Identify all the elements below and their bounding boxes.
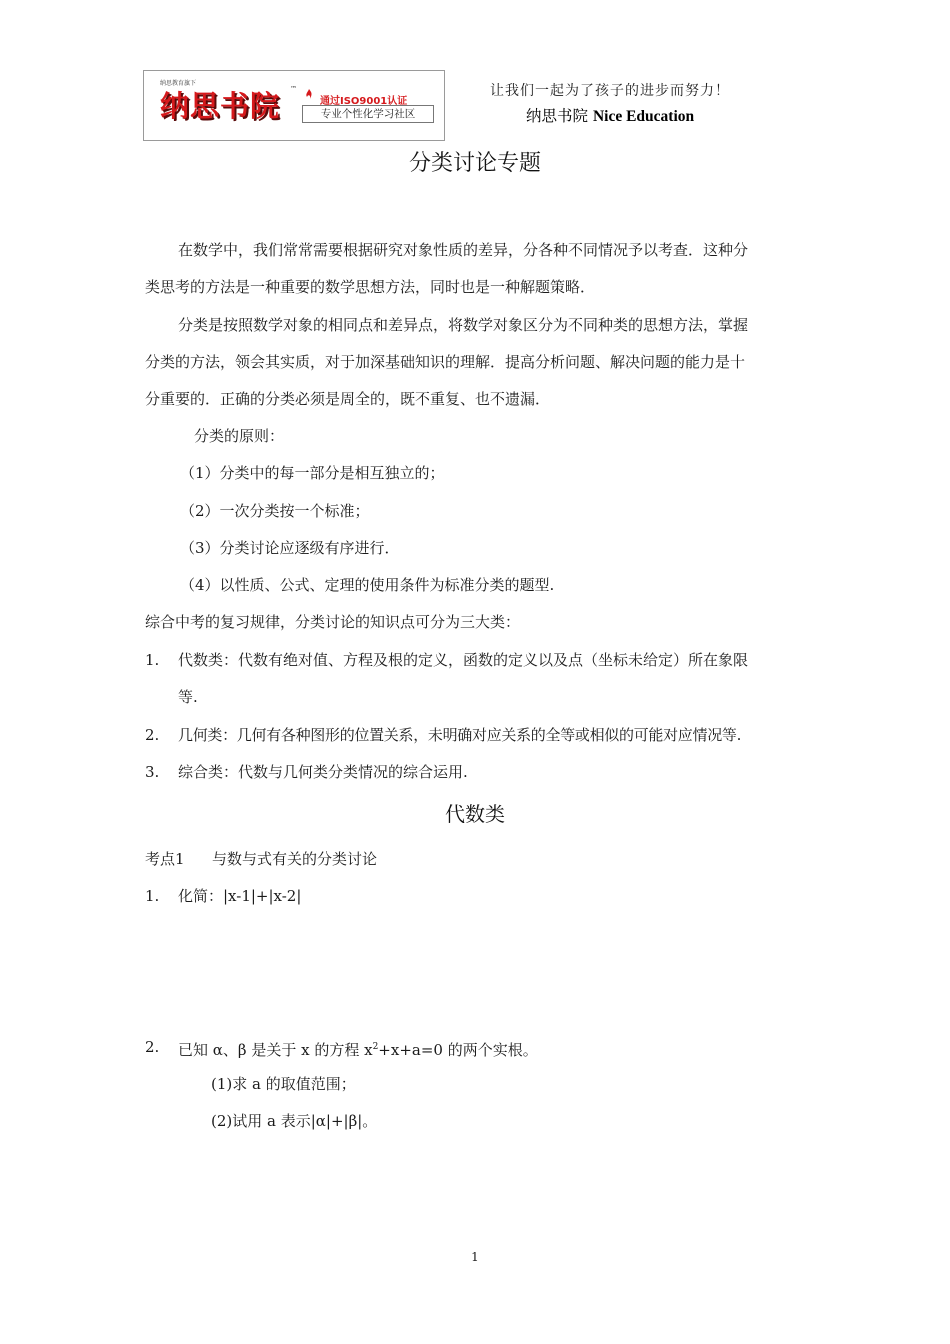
intro-p2-line3: 分重要的．正确的分类必须是周全的，既不重复、也不遗漏． [145, 390, 551, 408]
summary-num: 2. [145, 726, 160, 744]
problem-text-post: +x+a=0 的两个实根。 [378, 1041, 538, 1059]
problem-text: 化简：|x-1|+|x-2| [178, 887, 302, 905]
logo-certification: 通过ISO9001认证 [320, 96, 408, 107]
logo [143, 70, 445, 141]
page-title: 分类讨论专题 [408, 151, 541, 176]
principle-item: （3）分类讨论应逐级有序进行． [180, 539, 400, 557]
section-title: 代数类 [445, 802, 505, 826]
sub-question: (1)求 a 的取值范围； [211, 1075, 356, 1093]
brand-cn: 纳思书院 [526, 107, 589, 125]
brand-en: Nice Education [592, 108, 695, 125]
header-brand [526, 104, 694, 126]
principle-item: （1）分类中的每一部分是相互独立的； [180, 464, 445, 482]
summary-item-algebra-cont: 等. [178, 688, 198, 706]
intro-p2-line1: 分类是按照数学对象的相同点和差异点，将数学对象区分为不同种类的思想方法，掌握 [178, 316, 749, 334]
problem-superscript: 2 [372, 1042, 379, 1052]
summary-num: 1. [145, 651, 160, 669]
kaodian-text: 与数与式有关的分类讨论 [212, 850, 378, 868]
logo-small-text: 纳思教育旗下 [160, 80, 197, 87]
logo-flame-icon [304, 89, 314, 99]
intro-p1-line2: 类思考的方法是一种重要的数学思想方法，同时也是一种解题策略． [145, 278, 596, 296]
problem-text [178, 1037, 538, 1060]
summary-item-comprehensive: 综合类：代数与几何类分类情况的综合运用. [178, 763, 468, 781]
logo-main-text: 纳思书院 [160, 89, 281, 123]
sub-question: (2)试用 a 表示|α|+|β|。 [211, 1112, 378, 1130]
summary-num: 3. [145, 763, 160, 781]
problem-number: 2. [145, 1038, 160, 1056]
problem-text-pre: 已知 α、β 是关于 x 的方程 x [178, 1041, 373, 1059]
intro-p1-line1: 在数学中，我们常常需要根据研究对象性质的差异，分各种不同情况予以考查．这种分 [178, 241, 749, 259]
logo-slogan: 专业个性化学习社区 [302, 105, 434, 123]
principle-item: （2）一次分类按一个标准； [180, 502, 370, 520]
summary-item-algebra: 代数类：代数有绝对值、方程及根的定义，函数的定义以及点（坐标未给定）所在象限 [178, 651, 749, 669]
header-tagline: 让我们一起为了孩子的进步而努力！ [490, 83, 730, 99]
kaodian-label: 考点1 [145, 850, 185, 868]
principle-item: （4）以性质、公式、定理的使用条件为标准分类的题型. [180, 576, 555, 594]
intro-p2-line2: 分类的方法，领会其实质，对于加深基础知识的理解．提高分析问题、解决问题的能力是十 [145, 353, 746, 371]
logo-trademark: ™ [290, 85, 297, 93]
page-number: 1 [471, 1250, 479, 1264]
problem-number: 1. [145, 887, 160, 905]
principles-heading: 分类的原则： [194, 427, 285, 445]
summary-item-geometry: 几何类：几何有各种图形的位置关系，未明确对应关系的全等或相似的可能对应情况等. [178, 726, 742, 744]
summary-lead: 综合中考的复习规律，分类讨论的知识点可分为三大类： [145, 613, 521, 631]
